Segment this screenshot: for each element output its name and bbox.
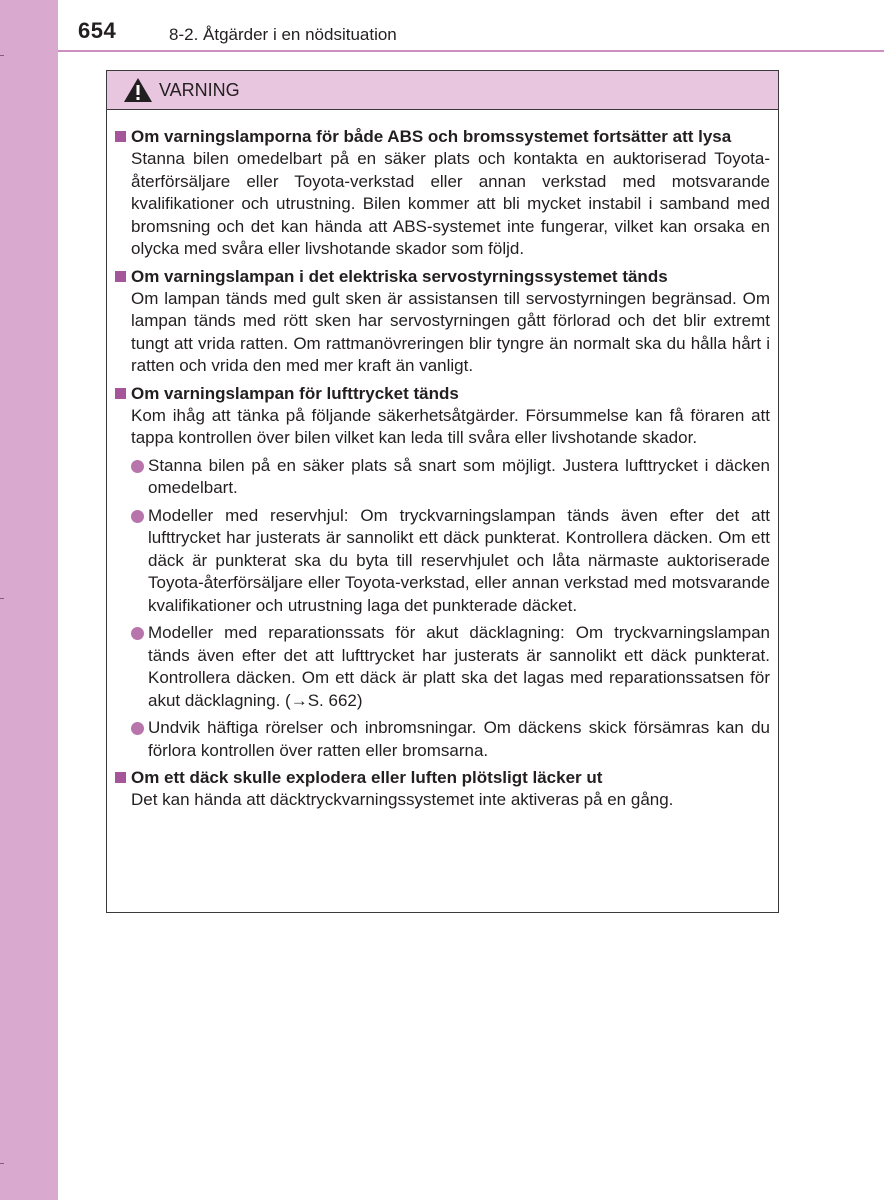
square-bullet-icon [115,131,126,142]
item-title: Om varningslampan för lufttrycket tänds [131,383,459,403]
warning-header [107,71,778,110]
bullet-text: Undvik häftiga rörelser och inbromsningar. Om däckens skick försämras kan du förlora kontrollen över ratten eller bromsarna. [148,718,770,760]
warning-box [106,70,779,913]
item-heading [113,125,770,148]
bullet-dot-icon [131,510,144,523]
crop-mark [0,1163,4,1164]
bullet-dot-icon [131,627,144,640]
item-title: Om ett däck skulle explodera eller luften plötsligt läcker ut [131,768,603,787]
list-item [131,455,770,500]
item-title: Om varningslampan i det elektriska servostyrningssystemet tänds [131,266,668,286]
list-item [131,505,770,618]
bullet-dot-icon [131,722,144,735]
crop-mark [0,55,4,56]
warning-item [113,265,770,378]
section-title: 8-2. Åtgärder i en nödsituation [169,25,397,44]
square-bullet-icon [115,388,126,399]
bullet-dot-icon [131,460,144,473]
crop-mark [0,598,4,599]
warning-triangle-icon [123,77,153,103]
square-bullet-icon [115,271,126,282]
warning-content [107,110,778,812]
warning-label: VARNING [159,79,240,100]
side-tab-band [0,0,58,1200]
item-paragraph: Om lampan tänds med gult sken är assistansen till servostyrningen begränsad. Om lampan tänds med rött sken har servostyrningen gått förlorad och det blir extremt tungt att vrida ratten. Om rattmanövreringen blir tyngre än normalt ska du hålla hårt i ratten och vrida den med mer kraft än vanligt. [131,288,770,375]
list-item [131,622,770,712]
warning-item [113,125,770,261]
item-title: Om varningslamporna för både ABS och bromssystemet fortsätter att lysa [131,127,732,146]
item-heading [113,766,770,789]
bullet-text: Modeller med reservhjul: Om tryckvarningslampan tänds även efter det att lufttrycket har justerats är sannolikt ett däck punkterat. Kontrollera däcken. Om ett däck är punkterat ska du byta till reservhjulet och låta närmaste auktoriserade Toyota-återförsäljare eller Toyota-verkstad, eller annan verkstad med motsvarande kvalifikationer och utrustning laga det punkterade däcket. [148,505,770,615]
square-bullet-icon [115,772,126,783]
item-paragraph: Kom ihåg att tänka på följande säkerhetsåtgärder. Försummelse kan få föraren att tappa kontrollen över bilen vilket kan leda till svåra eller livshotande skador. [131,405,770,447]
warning-item [113,766,770,812]
header-rule [58,50,884,52]
bullet-text: Modeller med reparationssats för akut däcklagning: Om tryckvarningslampan tänds även efter det att lufttrycket har justerats är sannolikt ett däck punkterat. Kontrollera däcken. Om ett däck är platt ska det lagas med reparationssatsen för akut däcklagning. (→S. 662) [148,623,770,710]
item-paragraph: Det kan hända att däcktryckvarningssystemet inte aktiveras på en gång. [131,790,674,809]
item-paragraph: Stanna bilen omedelbart på en säker plats och kontakta en auktoriserad Toyota-återförsäljare eller Toyota-verkstad eller annan verkstad med motsvarande kvalifikationer och utrustning. Bilen kommer att bli mycket instabil i samband med bromsning och det kan hända att ABS-systemet inte fungerar, vilket kan orsaka en olycka med svåra eller livshotande skador som följd. [131,149,770,258]
item-heading [113,265,770,288]
bullet-text: Stanna bilen på en säker plats så snart som möjligt. Justera lufttrycket i däcken omedelbart. [148,455,770,497]
list-item [131,717,770,762]
page-number: 654 [78,18,117,43]
item-heading [113,382,770,405]
warning-item [113,382,770,763]
